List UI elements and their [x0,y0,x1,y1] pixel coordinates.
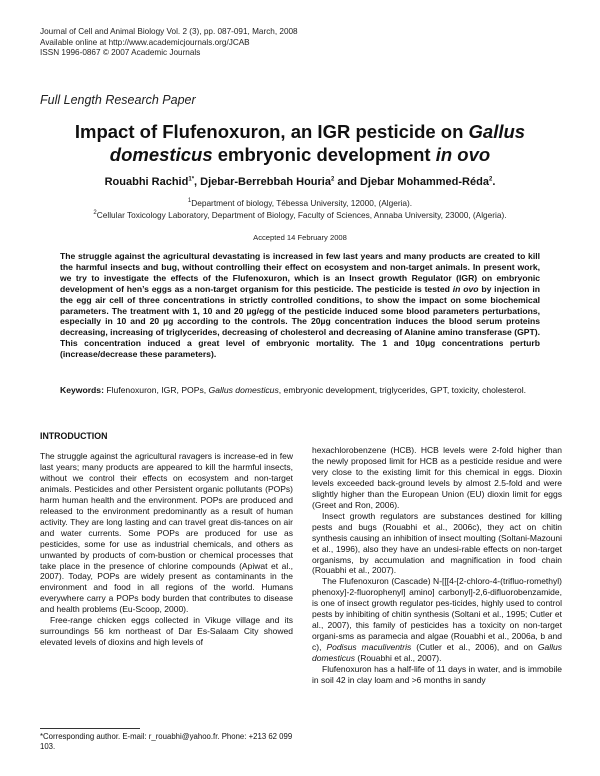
author-3-affil: 2 [488,176,493,183]
paper-title [40,120,560,166]
affiliation-1 [40,198,560,208]
author-1-affil: 1 [188,176,192,183]
journal-url: Available online at http://www.academicjournals.org/JCAB [40,37,250,47]
abstract [60,251,540,360]
intro-paragraph: The struggle against the agricultural ravagers is increase-ed in few last years; many products are appeared to kill the harmful insects, without we control their effects on ecosystem and non-target animals. Pesticides and other Persistent organic pollutants (POPs) harm human health and the environment. POPs are produced and released to the environment predominantly as a result of human activity. They are long lasting and can travel great dis-tances on air and water currents. Some POPs are produced for use as pesticides, some for use as industrial chemicals, and others as unwanted by products of com-bustion or chemical processes that take place in the presence of chlorine compounds (Apiwat et al., 2007). Today, POPs are widely present as contaminants in the environment and food in all regions of the world. Humans everywhere carry a POPs body burden that contributes to disease and health problems (Eu-Scoop, 2000). [40,451,293,615]
keywords-italic: Gallus domesticus [208,385,279,395]
keywords-text-1: Flufenoxuron, IGR, POPs, [103,385,209,395]
intro-paragraph: Insect growth regulators are substances destined for killing pests and bugs (Rouabhi et al., 2006c), they act on chitin synthesis causing an inhibition of insect moulting (Soltani-Mazouni et al., 1996), also they have an undesi-rable effects on non-target organisms, by accumulation and magnification in food chain (Rouabhi et al., 2007). [312,510,562,576]
journal-issn: ISSN 1996-0867 © 2007 Academic Journals [40,48,201,57]
title-italic-1: Gallus [468,121,526,142]
affiliation-1-text: Department of biology, Tébessa University, 12000, (Algeria). [191,198,413,208]
intro-text: (Rouabhi et al., 2007). [355,653,442,664]
keywords-text-2: , embryonic development, triglycerides, GPT, toxicity, cholesterol. [278,385,527,395]
author-separator: , [194,176,201,188]
author-3: Djebar Mohammed-Réda [359,176,489,188]
title-italic-3: in ovo [435,144,491,165]
intro-italic: Podisus maculiventris [326,642,412,653]
keywords [60,385,540,396]
introduction-heading: INTRODUCTION [40,431,108,441]
footnote-divider [40,728,140,729]
affiliation-1-sup: 1 [187,198,192,205]
author-1: Rouabhi Rachid [104,176,189,188]
keywords-label: Keywords: [60,385,104,395]
abstract-text-1: The struggle against the agricultural devastating is increased in few last years and many products are created to kill the harmful insects and bug, without controlling their effect on ecosystem and non-target animals. In present work, we try to investigate the effects of the Flufenoxuron, which is an Insect growth Regulator (IGR) on embryonic development of hen’s eggs as a non-target organism for this pesticide. The pesticide is tested [60,251,540,294]
journal-citation: Journal of Cell and Animal Biology Vol. 2 (3), pp. 087-091, March, 2008 [40,27,298,36]
corresponding-author-footnote: *Corresponding author. E-mail: r_rouabhi@yahoo.fr. Phone: +213 62 099 103. [40,732,293,751]
column-right [312,445,562,686]
intro-paragraph [312,576,562,664]
author-separator: and [334,176,360,188]
intro-paragraph: hexachlorobenzene (HCB). HCB levels were 2-fold higher than the newly proposed limit for HCB as a pesticide residue and were very close to the existing limit for this chemical in eggs. Dioxin levels exceeded back-ground levels by almost 2.5-fold and were slightly higher than the European Union (EU) dioxin limit for eggs (Greet and Ron, 2006). [312,445,562,510]
intro-text: (Cutler et al., 2006), and on [411,642,538,653]
intro-text: The Flufenoxuron (Cascade) N-[[[4-[2-chloro-4-(trifluo-romethyl) phenoxy]-2-fluorophenyl] amino] carbonyl]-2,6-difluorobenzamide, is one of insect growth regulator pes-ticides, highly used to control pests by inhibiting of chitin synthesis (Soltani et al., 1995; Cutler et al., 2007), this family of pesticides has a toxicity on non-target organi-sms as paramecia and algae (Rouabhi et al., 2006a, b and c), [312,576,562,653]
affiliation-2-text: Cellular Toxicology Laboratory, Department of Biology, Faculty of Sciences, Annaba University, 23000, (Algeria). [96,210,507,220]
authors [40,176,560,188]
abstract-italic: in ovo [452,283,479,294]
affiliation-2 [40,210,560,220]
title-text-1: Impact of Flufenoxuron, an IGR pesticide on [74,121,469,142]
author-2: Djebar-Berrebbah Houria [200,176,331,188]
title-italic-2: domesticus [109,144,213,165]
author-end: . [492,176,496,188]
column-left [40,451,293,648]
corresponding-mark: * [191,176,195,183]
author-2-affil: 2 [330,176,335,183]
affiliation-2-sup: 2 [93,210,97,217]
accepted-date: Accepted 14 February 2008 [253,233,347,242]
intro-paragraph: Free-range chicken eggs collected in Vikuge village and its surroundings 56 km northeast of Dar Es-Salaam City showed elevated levels of dioxins and high levels of [40,615,293,648]
abstract-text-2: by injection in the egg air cell of three concentrations in strictly controlled conditions, to show the impact on some biochemical parameters. The treatment with 1, 10 and 20 µg/egg of the pesticide induced some blood parameters perturbations, especially in 10 and 20 µg according to the controls. The 20µg concentration induces the blood serum proteins decreasing, increasing of triglycerides, decreasing of cholesterol and decreasing of Alanine amino transferase (GPT). This concentration induced a great level of embryonic mortality. The 1 and 10µg concentrations perturb (increase/decrease these parameters). [60,283,540,360]
intro-paragraph: Flufenoxuron has a half-life of 11 days in water, and is immobile in soil 42 in clay loam and >6 months in sandy [312,664,562,686]
intro-italic: Gallus domesticus [312,642,562,664]
paper-type: Full Length Research Paper [40,93,196,107]
journal-header [40,27,298,59]
title-text-2: embryonic development [212,144,436,165]
